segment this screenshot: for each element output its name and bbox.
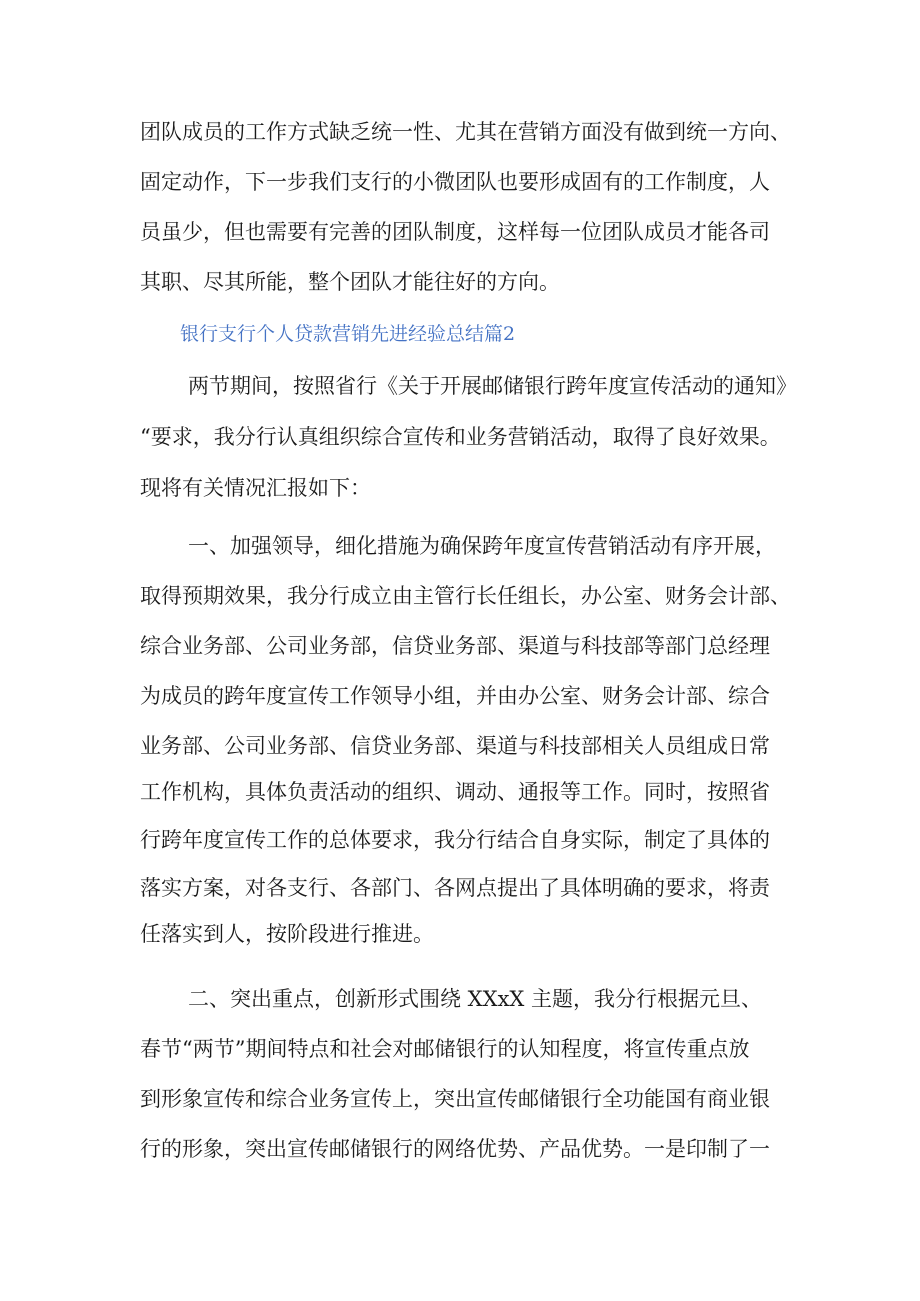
paragraph-line: “要求，我分行认真组织综合宣传和业务营销活动，取得了良好效果。 — [140, 425, 781, 449]
paragraph-line: 工作机构，具体负责活动的组织、调动、通报等工作。同时，按照省 — [140, 780, 770, 804]
paragraph-line: 取得预期效果，我分行成立由主管行长任组长，办公室、财务会计部、 — [140, 584, 791, 608]
paragraph-line: 为成员的跨年度宣传工作领导小组，并由办公室、财务会计部、综合 — [140, 684, 770, 708]
paragraph-line: 其职、尽其所能，整个团队才能往好的方向。 — [140, 270, 560, 294]
paragraph-line: 业务部、公司业务部、信贷业务部、渠道与科技部相关人员组成日常 — [140, 734, 770, 758]
paragraph-line: 行跨年度宣传工作的总体要求，我分行结合自身实际，制定了具体的 — [140, 828, 770, 852]
paragraph-line: 团队成员的工作方式缺乏统一性、尤其在营销方面没有做到统一方向、 — [140, 120, 791, 144]
paragraph-line: 春节“两节”期间特点和社会对邮储银行的认知程度，将宣传重点放 — [140, 1037, 750, 1061]
paragraph-line: 一、加强领导，细化措施为确保跨年度宣传营销活动有序开展， — [188, 534, 776, 558]
paragraph-line: 两节期间，按照省行《关于开展邮储银行跨年度宣传活动的通知》 — [188, 374, 797, 398]
paragraph-line: 落实方案，对各支行、各部门、各网点提出了具体明确的要求，将责 — [140, 876, 770, 900]
paragraph-line: 二、突出重点，创新形式围绕 XXxX 主题，我分行根据元旦、 — [188, 987, 763, 1011]
paragraph-line: 综合业务部、公司业务部，信贷业务部、渠道与科技部等部门总经理 — [140, 634, 770, 658]
paragraph-line: 固定动作，下一步我们支行的小微团队也要形成固有的工作制度，人 — [140, 170, 770, 194]
paragraph-line: 任落实到人，按阶段进行推进。 — [140, 922, 434, 946]
paragraph-line: 现将有关情况汇报如下： — [140, 476, 371, 500]
paragraph-line: 行的形象，突出宣传邮储银行的网络优势、产品优势。一是印制了一 — [140, 1137, 770, 1161]
paragraph-line: 到形象宣传和综合业务宣传上，突出宣传邮储银行全功能国有商业银 — [140, 1087, 770, 1111]
paragraph-line: 员虽少，但也需要有完善的团队制度，这样每一位团队成员才能各司 — [140, 220, 770, 244]
section-heading: 银行支行个人贷款营销先进经验总结篇2 — [180, 323, 516, 345]
